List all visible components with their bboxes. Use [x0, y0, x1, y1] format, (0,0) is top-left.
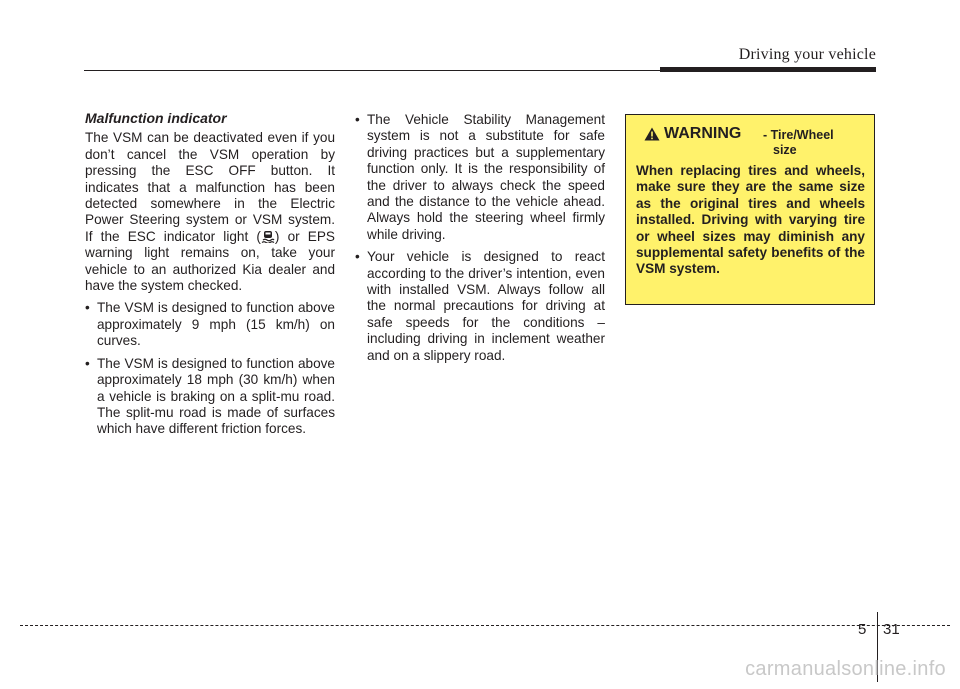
malfunction-paragraph [85, 130, 335, 294]
list-item: • Your vehicle is designed to react according to the driver’s intention, even with installed VSM. Always follow all the normal precautions for driving at safe speeds for the conditions – including driving in inclement weather and on a slippery road. [355, 249, 605, 364]
section-title: Driving your vehicle [738, 46, 876, 63]
list-item: • The Vehicle Stability Management system is not a substitute for safe driving practices but a supplementary function only. It is the responsibility of the driver to always check the speed and the distance to the vehicle ahead. Always hold the steering wheel firmly while driving. [355, 112, 605, 243]
left-bullet-list [85, 300, 335, 437]
list-item: • The VSM is designed to function above approximately 9 mph (15 km/h) on curves. [85, 300, 335, 349]
middle-bullet-list [355, 112, 605, 364]
header-rule-thin [84, 70, 661, 71]
header-rule-thick [660, 67, 876, 72]
warning-subtitle [763, 128, 873, 158]
warning-subtitle-line1: - Tire/Wheel [763, 128, 834, 142]
left-column [85, 110, 335, 444]
warning-triangle-icon [644, 127, 660, 141]
paragraph-text-start: The VSM can be deactivated even if you don’t cancel the VSM operation by pressing the ESC OFF button. It indicates that a malfunction has been detected somewhere in the Electric Power Steering system or VSM system. If the ESC indicator light ( [85, 130, 335, 244]
page-number: 31 [883, 621, 900, 638]
paragraph-text-end: ) or EPS warning light remains on, take your vehicle to an authorized Kia dealer and have the system checked. [85, 228, 335, 294]
warning-subtitle-line2: size [773, 143, 797, 157]
warning-header [636, 125, 865, 159]
list-item: • The VSM is designed to function above approximately 18 mph (30 km/h) when a vehicle is braking on a split-mu road. The split-mu road is made of surfaces which have different friction forces. [85, 356, 335, 438]
middle-column [355, 112, 605, 370]
warning-box [625, 114, 875, 305]
malfunction-heading: Malfunction indicator [85, 110, 227, 126]
watermark-link[interactable]: carmanualsonline.info [745, 658, 946, 680]
warning-title: WARNING [664, 125, 742, 142]
esc-indicator-icon [261, 230, 275, 243]
footer-rule [20, 625, 950, 626]
warning-body: When replacing tires and wheels, make sure they are the same size as the original tires and wheels installed. Driving with varying tire or wheel sizes may diminish any supplemental safety benefits of the VSM system. [636, 163, 865, 277]
chapter-number: 5 [858, 621, 867, 638]
